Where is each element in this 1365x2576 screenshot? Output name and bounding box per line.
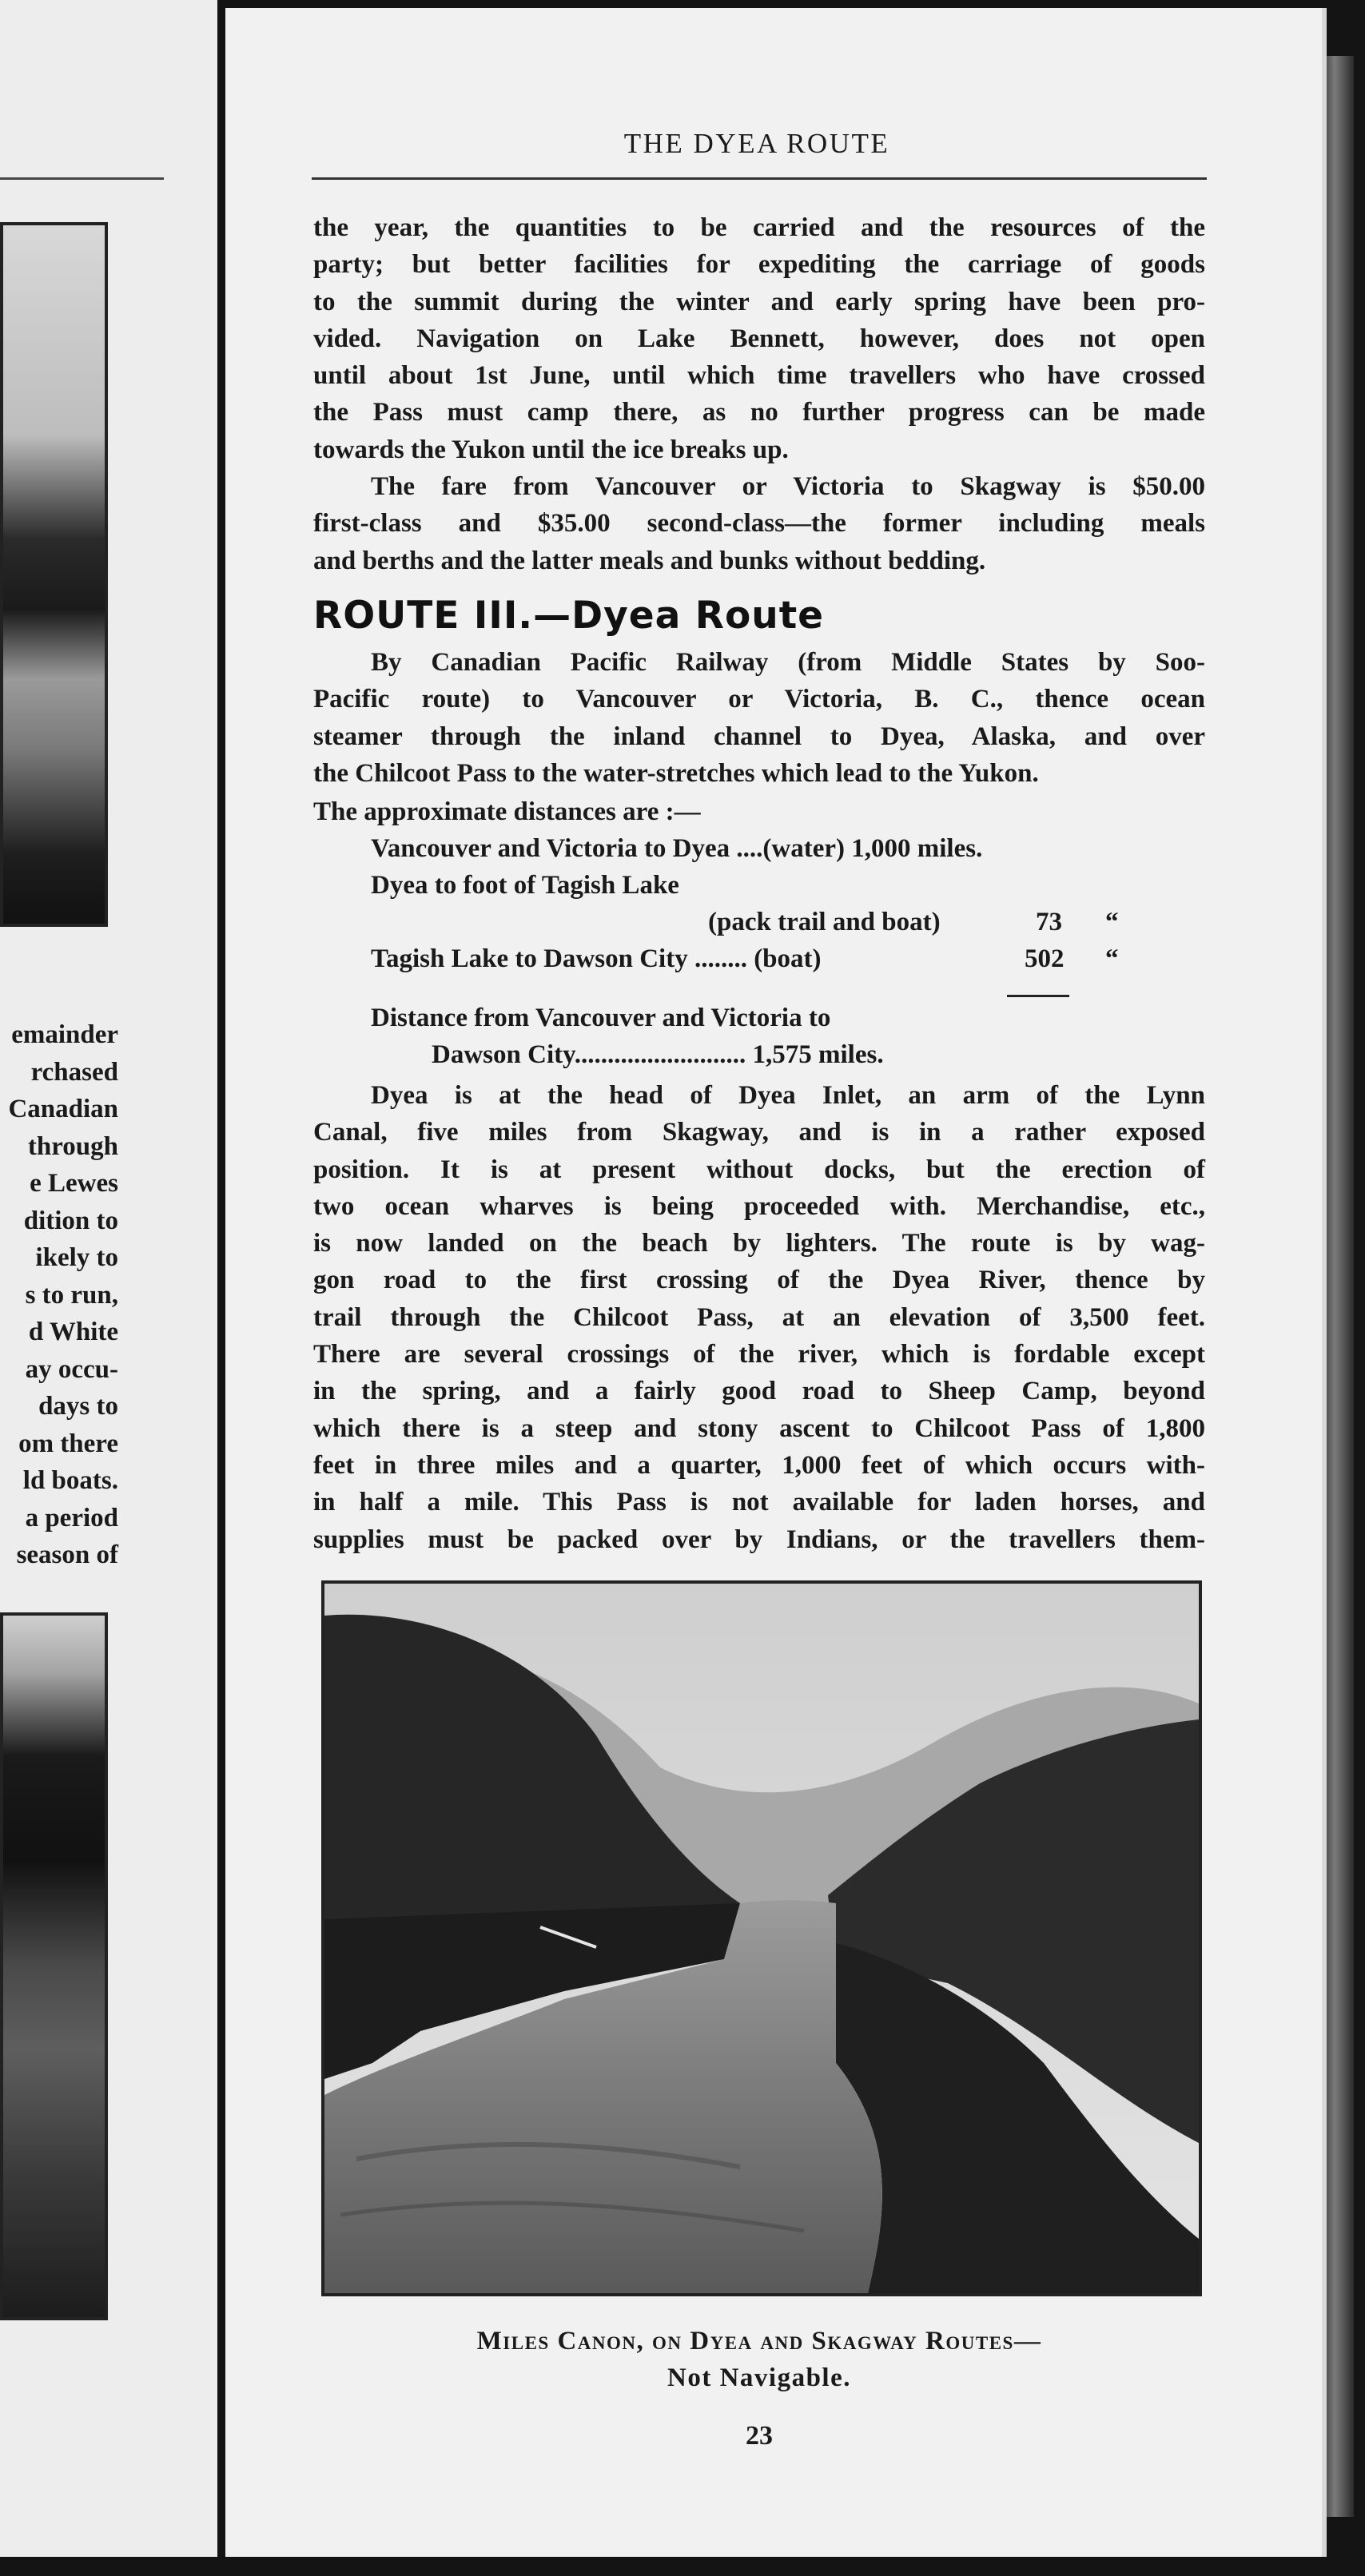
distance-row: Tagish Lake to Dawson City ........ (boat) — [371, 944, 822, 973]
paragraph-route-description — [313, 644, 1205, 792]
ditto-mark: “ — [1105, 944, 1119, 973]
facing-line: through — [27, 1131, 118, 1161]
facing-line: days to — [38, 1392, 118, 1421]
facing-line: dition to — [23, 1206, 118, 1235]
facing-page-photo-bottom — [0, 1612, 108, 2320]
facing-line: ikely to — [35, 1243, 118, 1272]
photo-caption-line1 — [313, 2327, 1205, 2356]
paragraph-dyea — [313, 1077, 1205, 1558]
canyon-photo-illustration — [324, 1584, 1199, 2293]
facing-line: season of — [16, 1540, 118, 1569]
text-line: party; but better facilities for expediting the carriage of goods — [313, 250, 1205, 280]
facing-page-text — [0, 1016, 118, 1574]
text-line: in the spring, and a fairly good road to Sheep Camp, beyond — [313, 1377, 1205, 1406]
distance-row: Vancouver and Victoria to Dyea ....(water) 1,000 miles. — [371, 834, 983, 863]
facing-line: s to run, — [25, 1280, 118, 1310]
text-line: which there is a steep and stony ascent to Chilcoot Pass of 1,800 — [313, 1413, 1205, 1443]
facing-page — [0, 0, 217, 2557]
text-line: There are several crossings of the river, which is fordable except — [313, 1340, 1205, 1369]
text-line: the year, the quantities to be carried and the resources of the — [313, 213, 1205, 242]
distance-value: 502 — [1025, 944, 1065, 973]
text-line: By Canadian Pacific Railway (from Middle States by Soo- — [371, 648, 1205, 677]
distance-row: Dyea to foot of Tagish Lake — [371, 871, 679, 900]
text-line: the Pass must camp there, as no further progress can be made — [313, 398, 1205, 427]
distance-value: 73 — [1036, 908, 1062, 936]
text-line: supplies must be packed over by Indians, or the travellers them- — [313, 1525, 1205, 1554]
text-line: until about 1st June, until which time travellers who have crossed — [313, 361, 1205, 391]
ditto-mark: “ — [1105, 908, 1119, 936]
paragraph-continuation — [313, 209, 1205, 468]
distance-mode: (pack trail and boat) — [708, 908, 941, 936]
caption-text: Miles Canon, on Dyea and Skagway Routes— — [476, 2327, 1042, 2355]
facing-line: ay occu- — [25, 1354, 118, 1384]
text-line: Pacific route) to Vancouver or Victoria, B. C., thence ocean — [313, 685, 1205, 714]
text-line: Canal, five miles from Skagway, and is in a rather exposed — [313, 1118, 1205, 1147]
book-page — [225, 8, 1322, 2557]
canyon-photograph — [321, 1580, 1202, 2296]
facing-line: ld boats. — [22, 1466, 118, 1495]
text-line: towards the Yukon until the ice breaks up. — [313, 435, 789, 464]
book-edge — [1322, 56, 1354, 2517]
facing-page-photo-top — [0, 222, 108, 927]
paragraph-fares — [313, 468, 1205, 579]
text-line: vided. Navigation on Lake Bennett, however, does not open — [313, 324, 1205, 353]
facing-line: a period — [25, 1503, 118, 1532]
text-line: feet in three miles and a quarter, 1,000 feet of which occurs with- — [313, 1450, 1205, 1480]
running-head: THE DYEA ROUTE — [623, 128, 890, 159]
facing-line: om there — [18, 1429, 118, 1458]
text-line: trail through the Chilcoot Pass, at an elevation of 3,500 feet. — [313, 1302, 1205, 1332]
text-line: in half a mile. This Pass is not available for laden horses, and — [313, 1488, 1205, 1517]
distance-total: Dawson City.......................... 1,575 miles. — [432, 1040, 884, 1069]
facing-line: d White — [28, 1318, 118, 1346]
header-rule — [312, 177, 1207, 180]
distances-intro: The approximate distances are :— — [313, 797, 701, 826]
facing-page-rule — [0, 177, 164, 180]
section-heading: ROUTE III.—Dyea Route — [313, 594, 825, 638]
text-line: steamer through the inland channel to Dyea, Alaska, and over — [313, 722, 1205, 751]
text-line: Dyea is at the head of Dyea Inlet, an arm of the Lynn — [371, 1081, 1205, 1110]
page-number: 23 — [746, 2421, 773, 2451]
text-line: position. It is at present without docks, but the erection of — [313, 1155, 1205, 1184]
text-line: the Chilcoot Pass to the water-stretches which lead to the Yukon. — [313, 758, 1039, 788]
text-line: The fare from Vancouver or Victoria to Skagway is $50.00 — [371, 472, 1205, 501]
facing-line: rchased — [30, 1057, 118, 1087]
facing-line: Canadian — [8, 1095, 118, 1123]
text-line: first-class and $35.00 second-class—the former including meals — [313, 509, 1205, 539]
text-line: and berths and the latter meals and bunks without bedding. — [313, 546, 986, 575]
facing-line: e Lewes — [30, 1169, 118, 1198]
facing-line: emainder — [11, 1020, 118, 1049]
text-line: gon road to the first crossing of the Dyea River, thence by — [313, 1266, 1205, 1295]
text-line: to the summit during the winter and early spring have been pro- — [313, 287, 1205, 316]
distance-total-label: Distance from Vancouver and Victoria to — [371, 1004, 831, 1032]
photo-caption-line2: Not Navigable. — [667, 2363, 851, 2392]
sum-rule — [1007, 995, 1069, 997]
text-line: two ocean wharves is being proceeded with. Merchandise, etc., — [313, 1191, 1205, 1221]
text-line: is now landed on the beach by lighters. The route is by wag- — [313, 1229, 1205, 1258]
